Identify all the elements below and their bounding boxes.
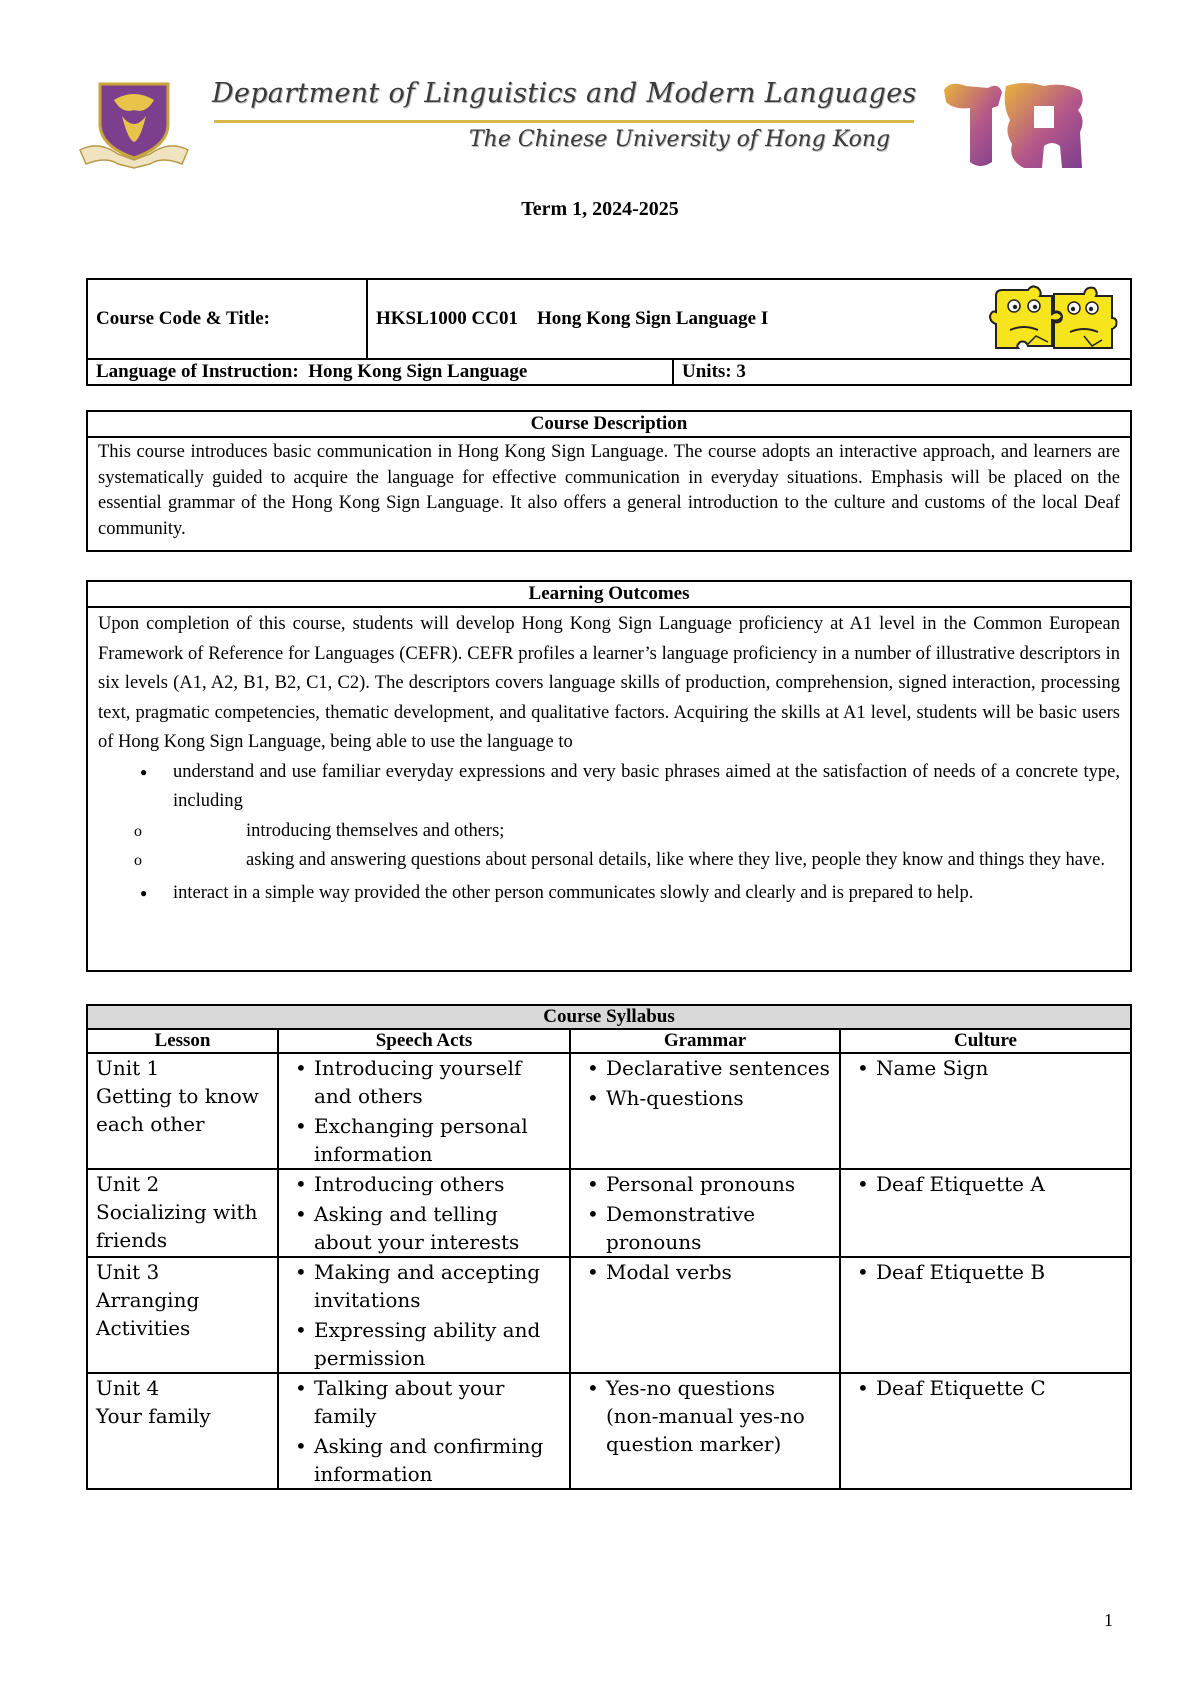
learning-outcomes-intro: Upon completion of this course, students will develop Hong Kong Sign Language proficiency at A1 level in the Common European Framework of Reference for Languages (CEFR). CEFR profiles a learner’s language proficiency in a number of illustrative descriptors in six levels (A1, A2, B1, B2, C1, C2). The descriptors covers language skills of production, comprehension, signed interaction, processing text, pragmatic competencies, thematic development, and qualitative factors. Acquiring the skills at A1 level, students will be basic users of Hong Kong Sign Language, being able to use the language to [98, 614, 1120, 752]
course-description-box [86, 410, 1132, 552]
course-description-text: This course introduces basic communication in Hong Kong Sign Language. The course adopts an interactive approach, and learners are systematically guided to acquire the language for effective communication in everyday situations. Emphasis will be placed on the essential grammar of the Hong Kong Sign Language. It also offers a general introduction to the culture and customs of the local Deaf community. [98, 442, 1120, 539]
grammar-point-item: • Demonstrative pronouns [579, 1200, 831, 1256]
speech-act-item: • Introducing others [287, 1170, 561, 1198]
lesson-title: Arranging Activities [96, 1288, 200, 1340]
speech-act-item: • Talking about your family [287, 1374, 561, 1430]
department-name: Department of Linguistics and Modern Languages [212, 78, 917, 109]
syllabus-row [87, 1053, 1131, 1169]
puzzle-faces-icon [988, 284, 1118, 354]
culture-topic-cell [840, 1169, 1131, 1257]
speech-act-item: • Expressing ability and permission [287, 1316, 561, 1372]
lesson-unit: Unit 4 [96, 1376, 160, 1400]
culture-topic-cell [840, 1373, 1131, 1489]
culture-topic-list [849, 1258, 1122, 1286]
lesson-cell [87, 1053, 278, 1169]
outcome-list [98, 758, 1120, 909]
outcome-text: interact in a simple way provided the other person communicates slowly and clearly and is prepared to help. [173, 882, 974, 903]
speech-act-item: • Exchanging personal information [287, 1112, 561, 1168]
outcome-subitem [98, 817, 1120, 847]
col-header-culture: Culture [840, 1029, 1131, 1053]
grammar-point-cell [570, 1169, 840, 1257]
lesson-title: Socializing with friends [96, 1200, 258, 1252]
grammar-point-item: • Modal verbs [579, 1258, 831, 1286]
outcome-item [98, 758, 1120, 876]
learning-outcomes-box [86, 580, 1132, 972]
culture-topic-item: • Deaf Etiquette B [849, 1258, 1122, 1286]
course-info-table [86, 278, 1132, 386]
outcome-text: understand and use familiar everyday expressions and very basic phrases aimed at the satisfaction of needs of a concrete type, including [173, 761, 1120, 811]
lesson-unit: Unit 2 [96, 1172, 160, 1196]
speech-act-cell [278, 1257, 570, 1373]
speech-act-list [287, 1170, 561, 1256]
units-cell: Units: 3 [673, 359, 1131, 385]
course-code-value: HKSL1000 CC01 Hong Kong Sign Language I [376, 308, 769, 329]
speech-act-item: • Asking and confirming information [287, 1432, 561, 1488]
col-header-speech-acts: Speech Acts [278, 1029, 570, 1053]
department-logo [940, 76, 1090, 174]
grammar-point-list [579, 1258, 831, 1286]
course-code-cell [367, 279, 1131, 359]
page-number: 1 [1104, 1610, 1113, 1630]
lesson-unit: Unit 1 [96, 1056, 160, 1080]
culture-topic-item: • Deaf Etiquette C [849, 1374, 1122, 1402]
culture-topic-cell [840, 1053, 1131, 1169]
outcome-subitem-text: introducing themselves and others; [246, 820, 505, 841]
grammar-point-cell [570, 1257, 840, 1373]
outcome-subitem-text: asking and answering questions about personal details, like where they live, people they know and things they have. [246, 850, 1106, 870]
speech-act-list [287, 1258, 561, 1372]
course-description-heading: Course Description [88, 412, 1130, 438]
outcome-item [98, 879, 1120, 909]
grammar-point-list [579, 1054, 831, 1112]
grammar-point-item: • Yes-no questions (non-manual yes-no question marker) [579, 1374, 831, 1458]
culture-topic-list [849, 1170, 1122, 1198]
col-header-grammar: Grammar [570, 1029, 840, 1053]
grammar-point-item: • Declarative sentences [579, 1054, 831, 1082]
grammar-point-list [579, 1170, 831, 1256]
language-value: Hong Kong Sign Language [308, 361, 528, 382]
outcome-subitem [98, 846, 1120, 876]
learning-outcomes-body [88, 608, 1130, 912]
syllabus-row [87, 1257, 1131, 1373]
header-divider [214, 120, 914, 123]
speech-act-item: • Making and accepting invitations [287, 1258, 561, 1314]
university-name: The Chinese University of Hong Kong [469, 127, 891, 152]
syllabus-rows [87, 1053, 1131, 1489]
learning-outcomes-heading: Learning Outcomes [88, 582, 1130, 608]
syllabus-row [87, 1373, 1131, 1489]
culture-topic-item: • Name Sign [849, 1054, 1122, 1082]
speech-act-cell [278, 1373, 570, 1489]
cuhk-crest-logo [78, 80, 190, 170]
language-cell [87, 359, 673, 385]
lesson-cell [87, 1257, 278, 1373]
lesson-cell [87, 1169, 278, 1257]
speech-act-item: • Asking and telling about your interests [287, 1200, 561, 1256]
speech-act-list [287, 1054, 561, 1168]
grammar-point-item: • Personal pronouns [579, 1170, 831, 1198]
speech-act-cell [278, 1169, 570, 1257]
language-label: Language of Instruction: [96, 361, 299, 382]
grammar-point-cell [570, 1053, 840, 1169]
culture-topic-list [849, 1374, 1122, 1402]
course-syllabus-table [86, 1004, 1132, 1490]
culture-topic-item: • Deaf Etiquette A [849, 1170, 1122, 1198]
grammar-point-cell [570, 1373, 840, 1489]
col-header-lesson: Lesson [87, 1029, 278, 1053]
term-heading: Term 1, 2024-2025 [521, 198, 679, 220]
header-banner [74, 72, 1134, 177]
speech-act-item: • Introducing yourself and others [287, 1054, 561, 1110]
syllabus-row [87, 1169, 1131, 1257]
outcome-sublist [98, 817, 1120, 876]
culture-topic-list [849, 1054, 1122, 1082]
syllabus-heading: Course Syllabus [87, 1005, 1131, 1029]
speech-act-cell [278, 1053, 570, 1169]
grammar-point-item: • Wh-questions [579, 1084, 831, 1112]
culture-topic-cell [840, 1257, 1131, 1373]
lesson-title: Getting to know each other [96, 1084, 259, 1136]
lesson-unit: Unit 3 [96, 1260, 160, 1284]
course-code-label: Course Code & Title: [87, 279, 367, 359]
lesson-cell [87, 1373, 278, 1489]
grammar-point-list [579, 1374, 831, 1458]
lesson-title: Your family [96, 1404, 211, 1428]
speech-act-list [287, 1374, 561, 1488]
